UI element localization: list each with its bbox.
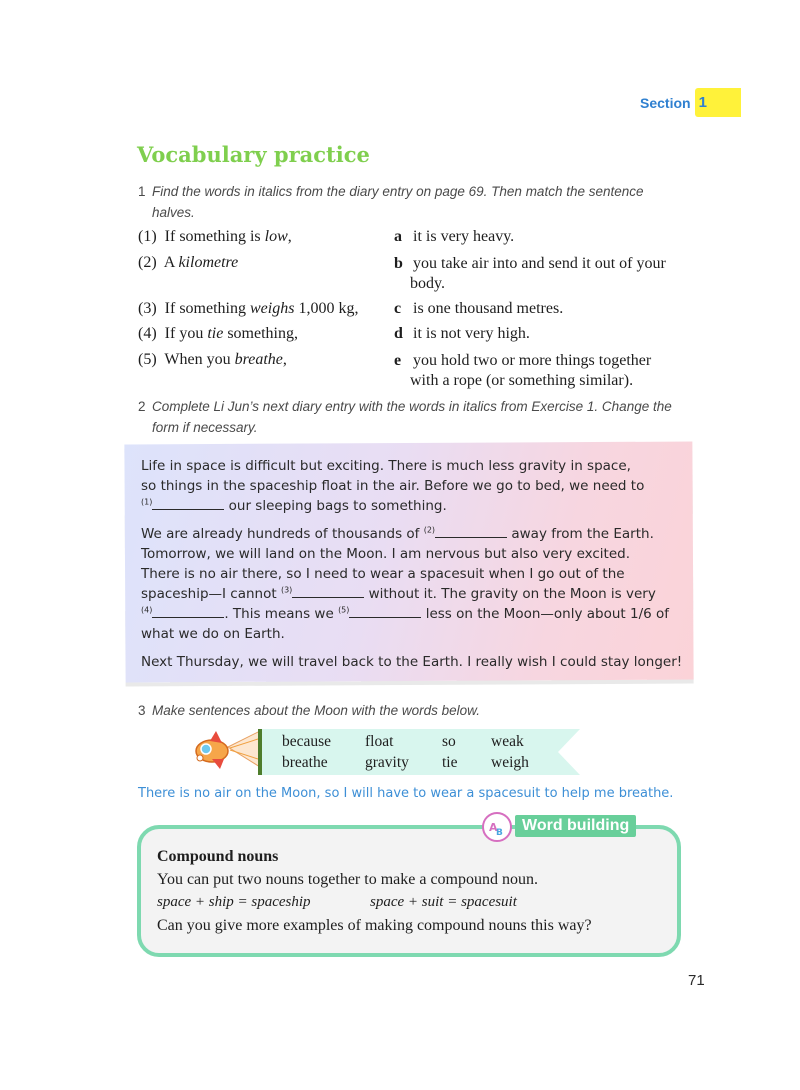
exercise3-instruction: 3 Make sentences about the Moon with the words below.	[138, 703, 480, 718]
match-left-3: (3) If something weighs 1,000 kg,	[138, 300, 359, 317]
match-right-d: d it is not very high.	[394, 325, 530, 342]
word-breathe: breathe	[282, 754, 328, 771]
blank-2[interactable]	[435, 525, 507, 538]
word-building-text: Compound nouns You can put two nouns together to make a compound noun. space + ship = spaceship space + suit = spacesuit Can you give more examples of making compound nouns this way?	[157, 848, 592, 934]
blank-1[interactable]	[152, 497, 224, 510]
blank-4[interactable]	[152, 605, 224, 618]
word-building-tag: Word building	[515, 815, 636, 837]
match-left-5: (5) When you breathe,	[138, 351, 287, 368]
match-left-2: (2) A kilometre	[138, 254, 239, 271]
example-sentence: There is no air on the Moon, so I will have to wear a spacesuit to help me breathe.	[138, 786, 674, 801]
word-weak: weak	[491, 733, 524, 750]
exercise2-instruction: 2 Complete Li Jun’s next diary entry with the words in italics from Exercise 1. Change the form if necessary.	[138, 399, 672, 435]
spaceship-icon	[190, 727, 262, 773]
page-number: 71	[688, 972, 705, 989]
blank-5[interactable]	[349, 605, 421, 618]
match-left-4: (4) If you tie something,	[138, 325, 298, 342]
abc-icon	[482, 812, 512, 842]
word-float: float	[365, 733, 394, 750]
word-weigh: weigh	[491, 754, 529, 771]
section-label: Section	[640, 94, 691, 111]
match-right-b: b you take air into and send it out of your body.	[394, 255, 666, 292]
match-right-e: e you hold two or more things together with a rope (or something similar).	[394, 352, 652, 389]
blank-3[interactable]	[292, 585, 364, 598]
match-right-a: a it is very heavy.	[394, 228, 515, 245]
section-tab	[640, 88, 741, 117]
section-number: 1	[695, 88, 741, 117]
match-left-1: (1) If something is low,	[138, 228, 292, 245]
diary-entry-text: Life in space is difficult but exciting. There is much less gravity in space, so things in the spaceship float in the air. Before we go to bed, we need to $^{(1)}$ our sleeping bags to something. We are already hundreds of thousands of $^{(2)}$ away from the Earth. Tomorrow, we will land on the Moon. I am nervous but also very excited. There is no air there, so I need to wear a spacesuit when I go out of the spaceship—I cannot $^{(3)}$ without it. The gravity on the Moon is very $^{(4)}$ . This means we $^{(5)}$ less on the Moon—only about 1/6 of what we do on Earth. Next Thursday, we will travel back to the Earth. I really wish I could stay longer!	[141, 458, 683, 670]
svg-text:A: A	[489, 821, 498, 834]
svg-text:B: B	[496, 828, 503, 838]
word-so: so	[442, 733, 456, 750]
page-title: Vocabulary practice	[137, 142, 370, 167]
word-gravity: gravity	[365, 754, 409, 771]
word-bank	[282, 731, 541, 773]
exercise1-instruction: 1 Find the words in italics from the diary entry on page 69. Then match the sentence halves.	[138, 184, 644, 220]
word-because: because	[282, 733, 332, 750]
match-right-c: c is one thousand metres.	[394, 300, 564, 317]
word-tie: tie	[442, 754, 458, 771]
